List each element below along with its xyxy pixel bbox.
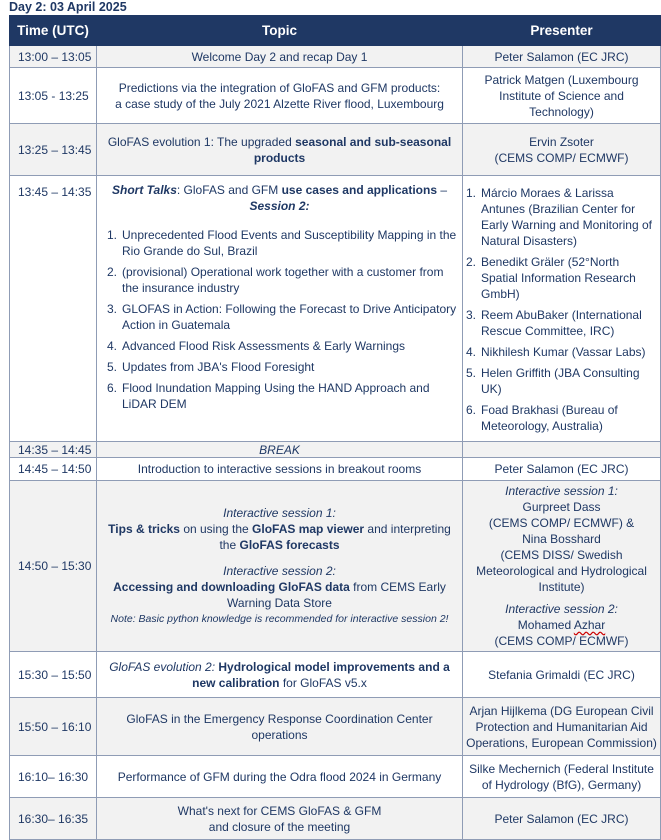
presenter-org: (CEMS COMP/ ECMWF) <box>494 634 629 648</box>
presenter-name: Nina Bosshard <box>522 532 601 546</box>
table-row <box>10 46 661 68</box>
table-row <box>10 124 661 176</box>
list-item: 2. Benedikt Gräler (52°North Spatial Information Research GmbH) <box>466 255 636 301</box>
row-time: 15:50 – 16:10 <box>10 698 97 756</box>
presenter-org: (CEMS COMP/ ECMWF) <box>494 150 629 165</box>
row-topic <box>97 68 463 124</box>
list-item: 3. GLOFAS in Action: Following the Forecast to Drive Anticipatory Action in Guatemala <box>107 302 457 332</box>
topic-text: GloFAS evolution 1: The upgraded <box>107 134 296 149</box>
header-presenter: Presenter <box>463 16 661 46</box>
row-presenter <box>463 124 661 176</box>
topic-line-1: Predictions via the integration of GloFAS and GFM products: <box>118 80 441 95</box>
python-note: Note: Basic python knowledge is recommended for interactive session 2! <box>110 613 449 625</box>
table-row <box>10 442 661 458</box>
row-time: 13:00 – 13:05 <box>10 46 97 68</box>
row-presenter: Patrick Matgen (Luxembourg Institute of Science and Technology) <box>463 68 661 124</box>
row-time: 14:45 – 14:50 <box>10 458 97 481</box>
table-row <box>10 798 661 840</box>
presenter-list <box>466 185 657 434</box>
row-topic: Introduction to interactive sessions in breakout rooms <box>97 458 463 481</box>
list-item: 5. Updates from JBA's Flood Foresight <box>107 360 315 374</box>
list-item: 4. Advanced Flood Risk Assessments & Early Warnings <box>107 339 406 353</box>
row-presenter: Stefania Grimaldi (EC JRC) <box>463 652 661 698</box>
list-item: 2. (provisional) Operational work together with a customer from the insurance industry <box>107 265 444 295</box>
row-presenter: Peter Salamon (EC JRC) <box>463 46 661 68</box>
table-row <box>10 652 661 698</box>
row-time: 13:25 – 13:45 <box>10 124 97 176</box>
table-row <box>10 481 661 652</box>
row-time: 13:05 - 13:25 <box>10 68 97 124</box>
row-topic: GloFAS evolution 2: Hydrological model improvements and a new calibration for GloFAS v5.x <box>97 652 463 698</box>
row-time: 15:30 – 15:50 <box>10 652 97 698</box>
row-topic: Welcome Day 2 and recap Day 1 <box>97 46 463 68</box>
list-item: 4. Nikhilesh Kumar (Vassar Labs) <box>466 345 646 359</box>
topic-bold: seasonal and sub-seasonal products <box>253 134 452 165</box>
list-item: 5. Helen Griffith (JBA Consulting UK) <box>466 366 640 396</box>
row-topic: BREAK <box>97 442 463 458</box>
presenter-org: (CEMS DISS/ Swedish Meteorological and Hydrological Institute) <box>476 548 647 594</box>
row-presenter: Arjan Hijlkema (DG European Civil Protection and Humanitarian Aid Operations, European Commission) <box>463 698 661 756</box>
presenter-session-1-label: Interactive session 1: <box>505 484 618 498</box>
session-1-text: Tips & tricks on using the GloFAS map viewer and interpreting the GloFAS forecasts <box>108 522 451 552</box>
row-topic: Performance of GFM during the Odra flood 2024 in Germany <box>97 756 463 798</box>
list-item: 6. Flood Inundation Mapping Using the HAND Approach and LiDAR DEM <box>107 381 430 411</box>
short-talks-bold: use cases and applications <box>281 183 437 197</box>
row-presenter: Silke Mechernich (Federal Institute of Hydrology (BfG), Germany) <box>463 756 661 798</box>
row-presenter <box>463 176 661 442</box>
table-row <box>10 68 661 124</box>
short-talks-mid: : GloFAS and GFM <box>176 183 282 197</box>
list-item: 3. Reem AbuBaker (International Rescue Committee, IRC) <box>466 308 642 338</box>
table-row <box>10 698 661 756</box>
header-time: Time (UTC) <box>10 16 97 46</box>
header-row <box>10 16 661 46</box>
row-time: 14:50 – 15:30 <box>10 481 97 652</box>
row-time: 16:10– 16:30 <box>10 756 97 798</box>
row-topic <box>97 176 463 442</box>
row-topic: What's next for CEMS GloFAS & GFM and closure of the meeting <box>97 798 463 840</box>
table-row <box>10 756 661 798</box>
table-row <box>10 458 661 481</box>
list-item: 1. Márcio Moraes & Larissa Antunes (Brazilian Center for Early Warning and Monitoring of Natural Disasters) <box>466 186 652 248</box>
short-talks-label: Short Talks <box>111 183 177 197</box>
session-2-label: Interactive session 2: <box>223 564 336 578</box>
row-presenter <box>463 481 661 652</box>
short-talks-dash: – <box>437 183 448 197</box>
session-2-text: Accessing and downloading GloFAS data from CEMS Early Warning Data Store <box>113 580 446 610</box>
row-time: 14:35 – 14:45 <box>10 442 97 458</box>
row-topic <box>97 124 463 176</box>
short-talks-session: Session 2: <box>249 199 310 213</box>
row-time: 13:45 – 14:35 <box>10 176 97 442</box>
table-row <box>10 176 661 442</box>
list-item: 1. Unprecedented Flood Events and Susceptibility Mapping in the Rio Grande do Sul, Brazil <box>107 228 457 258</box>
presenter-session-2-label: Interactive session 2: <box>505 602 618 616</box>
presenter-name: Gurpreet Dass <box>522 500 601 514</box>
presenter-org: (CEMS COMP/ ECMWF) & <box>488 516 635 530</box>
topic-line-2: a case study of the July 2021 Alzette River flood, Luxembourg <box>115 96 444 111</box>
list-item: 6. Foad Brakhasi (Bureau of Meteorology, Australia) <box>466 403 618 433</box>
row-topic <box>97 481 463 652</box>
row-presenter: Peter Salamon (EC JRC) <box>463 798 661 840</box>
row-presenter: Peter Salamon (EC JRC) <box>463 458 661 481</box>
short-talks-heading <box>100 182 459 214</box>
row-presenter <box>463 442 661 458</box>
day-title: Day 2: 03 April 2025 <box>9 0 127 14</box>
row-topic: GloFAS in the Emergency Response Coordination Center operations <box>97 698 463 756</box>
header-topic: Topic <box>97 16 463 46</box>
row-time: 16:30– 16:35 <box>10 798 97 840</box>
session-1-label: Interactive session 1: <box>223 506 336 520</box>
agenda-table <box>9 15 661 840</box>
talk-list <box>100 227 459 412</box>
presenter-name: Ervin Zsoter <box>529 134 594 149</box>
presenter-name: Mohamed Azhar <box>517 618 606 632</box>
